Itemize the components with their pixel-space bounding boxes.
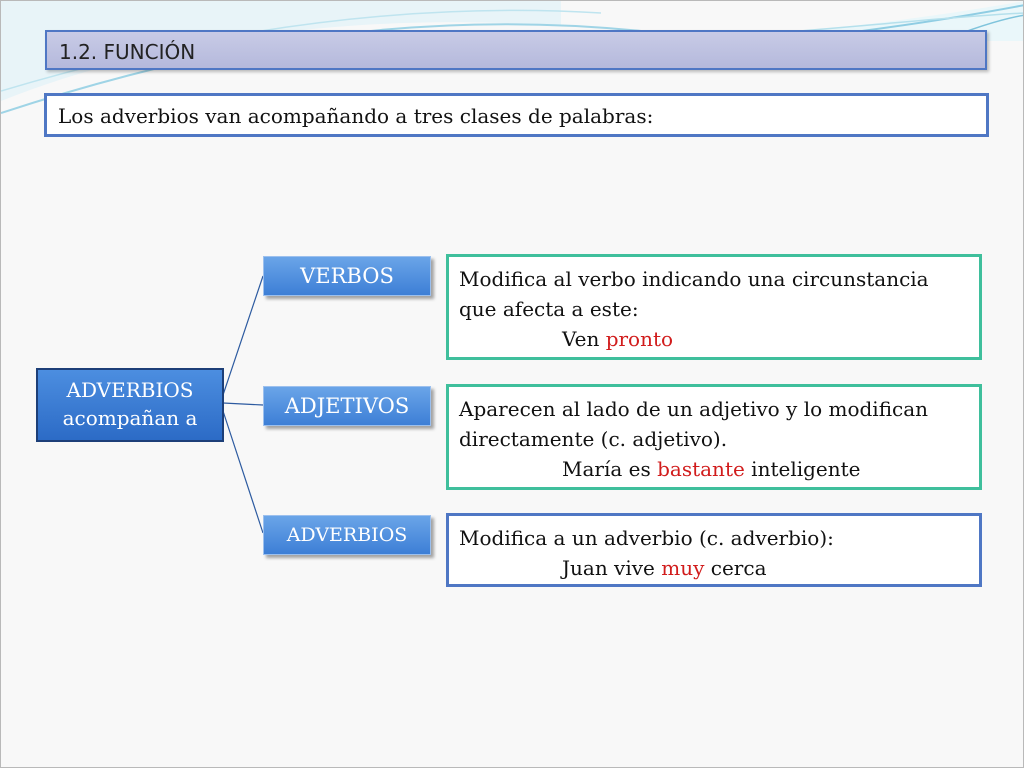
example-highlight: muy <box>661 556 705 580</box>
category-verbos: VERBOS <box>263 256 431 296</box>
section-title: 1.2. FUNCIÓN <box>59 40 196 64</box>
example-highlight: pronto <box>605 327 674 351</box>
example-line <box>459 324 969 354</box>
example-before: María es <box>562 457 658 481</box>
root-node <box>36 368 224 442</box>
example-before: Ven <box>562 327 606 351</box>
example-before: Juan vive <box>562 556 662 580</box>
category-adjetivos: ADJETIVOS <box>263 386 431 426</box>
intro-text: Los adverbios van acompañando a tres clases de palabras: <box>58 104 654 128</box>
description-text: Modifica al verbo indicando una circunstancia que afecta a este: <box>459 267 929 321</box>
example-after: inteligente <box>744 457 861 481</box>
connector-verbos <box>223 276 263 395</box>
description-text: Aparecen al lado de un adjetivo y lo modifican directamente (c. adjetivo). <box>459 397 929 451</box>
description-text: Modifica a un adverbio (c. adverbio): <box>459 526 834 550</box>
category-adverbios: ADVERBIOS <box>263 515 431 555</box>
example-line <box>459 454 969 484</box>
example-highlight: bastante <box>657 457 745 481</box>
description-verbos <box>446 254 982 360</box>
root-line1: ADVERBIOS <box>66 378 194 402</box>
example-line <box>459 553 969 583</box>
root-line2: acompañan a <box>62 406 198 430</box>
description-adjetivos <box>446 384 982 490</box>
example-after: cerca <box>704 556 767 580</box>
connector-adjetivos <box>223 403 263 405</box>
connector-adverbios <box>223 411 263 533</box>
description-adverbios <box>446 513 982 587</box>
